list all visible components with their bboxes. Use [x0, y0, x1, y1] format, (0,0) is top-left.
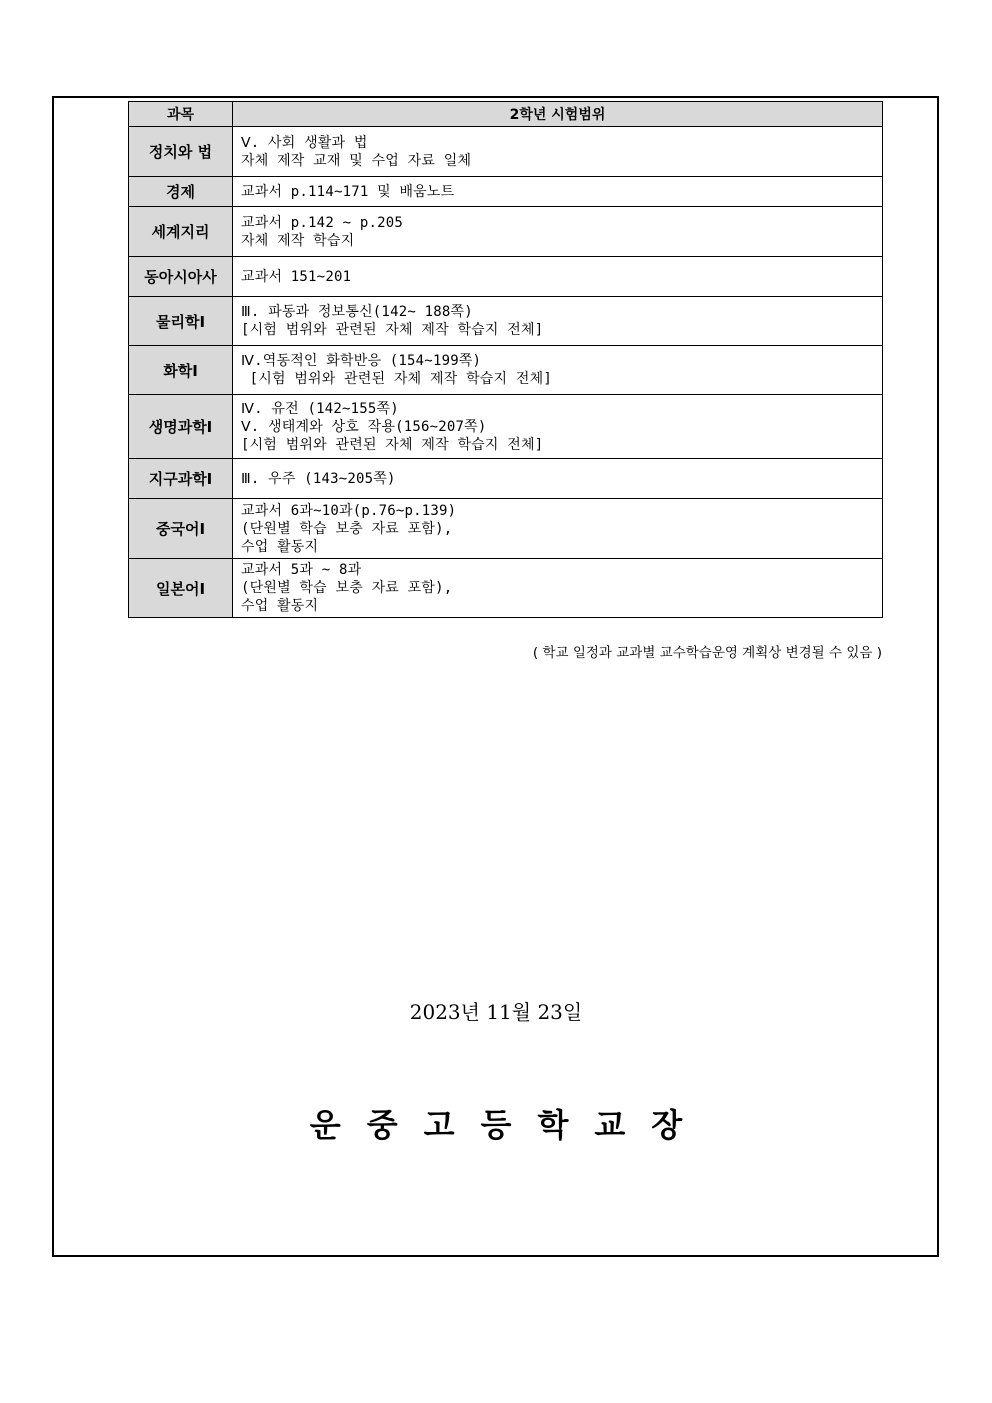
exam-range-table — [128, 101, 883, 618]
range-cell — [233, 257, 883, 297]
subject-cell: 경제 — [129, 177, 233, 207]
range-cell — [233, 177, 883, 207]
range-cell — [233, 346, 883, 395]
table-row — [129, 207, 883, 257]
range-line: 수업 활동지 — [241, 598, 319, 614]
table-row — [129, 395, 883, 459]
table-row — [129, 177, 883, 207]
header-subject: 과목 — [129, 102, 233, 127]
range-line: (단원별 학습 보충 자료 포함), — [241, 520, 453, 537]
principal-signature: 운중고등학교장 — [309, 1106, 709, 1144]
table-header-row — [129, 102, 883, 127]
range-line: Ⅳ.역동적인 화학반응 (154~199쪽) — [241, 353, 482, 369]
range-line: 교과서 6과~10과(p.76~p.139) — [241, 502, 457, 519]
subject-cell: 중국어I — [129, 499, 233, 559]
range-cell — [233, 127, 883, 177]
subject-cell: 정치와 법 — [129, 127, 233, 177]
range-line: Ⅴ. 생태계와 상호 작용(156~207쪽) — [241, 418, 487, 435]
range-line: [시험 범위와 관련된 자체 제작 학습지 전체] — [241, 322, 544, 338]
range-line: 수업 활동지 — [241, 538, 319, 555]
subject-cell: 일본어I — [129, 559, 233, 618]
range-line: Ⅴ. 사회 생활과 법 — [241, 134, 368, 151]
subject-cell: 물리학I — [129, 297, 233, 346]
range-line: [시험 범위와 관련된 자체 제작 학습지 전체] — [241, 371, 552, 387]
range-line: Ⅲ. 파동과 정보통신(142~ 188쪽) — [241, 304, 473, 320]
range-line: 교과서 p.114~171 및 배움노트 — [241, 183, 455, 200]
range-line: [시험 범위와 관련된 자체 제작 학습지 전체] — [241, 436, 544, 453]
range-line: 자체 제작 학습지 — [241, 232, 355, 249]
range-line: 교과서 5과 ~ 8과 — [241, 562, 362, 578]
table-row — [129, 346, 883, 395]
table-row — [129, 297, 883, 346]
subject-cell: 생명과학I — [129, 395, 233, 459]
table-row — [129, 127, 883, 177]
subject-cell: 화학I — [129, 346, 233, 395]
subject-cell: 지구과학I — [129, 459, 233, 499]
change-notice: ( 학교 일정과 교과별 교수학습운영 계획상 변경될 수 있음 ) — [532, 645, 882, 661]
range-line: 교과서 p.142 ~ p.205 — [241, 214, 403, 231]
issue-date: 2023년 11월 23일 — [409, 1000, 583, 1024]
range-line: 교과서 151~201 — [241, 268, 352, 285]
header-range: 2학년 시험범위 — [233, 102, 883, 127]
range-cell — [233, 499, 883, 559]
range-cell — [233, 297, 883, 346]
range-line: Ⅲ. 우주 (143~205쪽) — [241, 470, 396, 487]
range-line: 자체 제작 교재 및 수업 자료 일체 — [241, 152, 472, 169]
range-cell — [233, 207, 883, 257]
range-line: (단원별 학습 보충 자료 포함), — [241, 580, 453, 596]
range-cell — [233, 559, 883, 618]
table-row — [129, 499, 883, 559]
table-row — [129, 559, 883, 618]
table-row — [129, 257, 883, 297]
range-cell — [233, 395, 883, 459]
subject-cell: 동아시아사 — [129, 257, 233, 297]
range-cell — [233, 459, 883, 499]
table-row — [129, 459, 883, 499]
subject-cell: 세계지리 — [129, 207, 233, 257]
range-line: Ⅳ. 유전 (142~155쪽) — [241, 400, 399, 417]
